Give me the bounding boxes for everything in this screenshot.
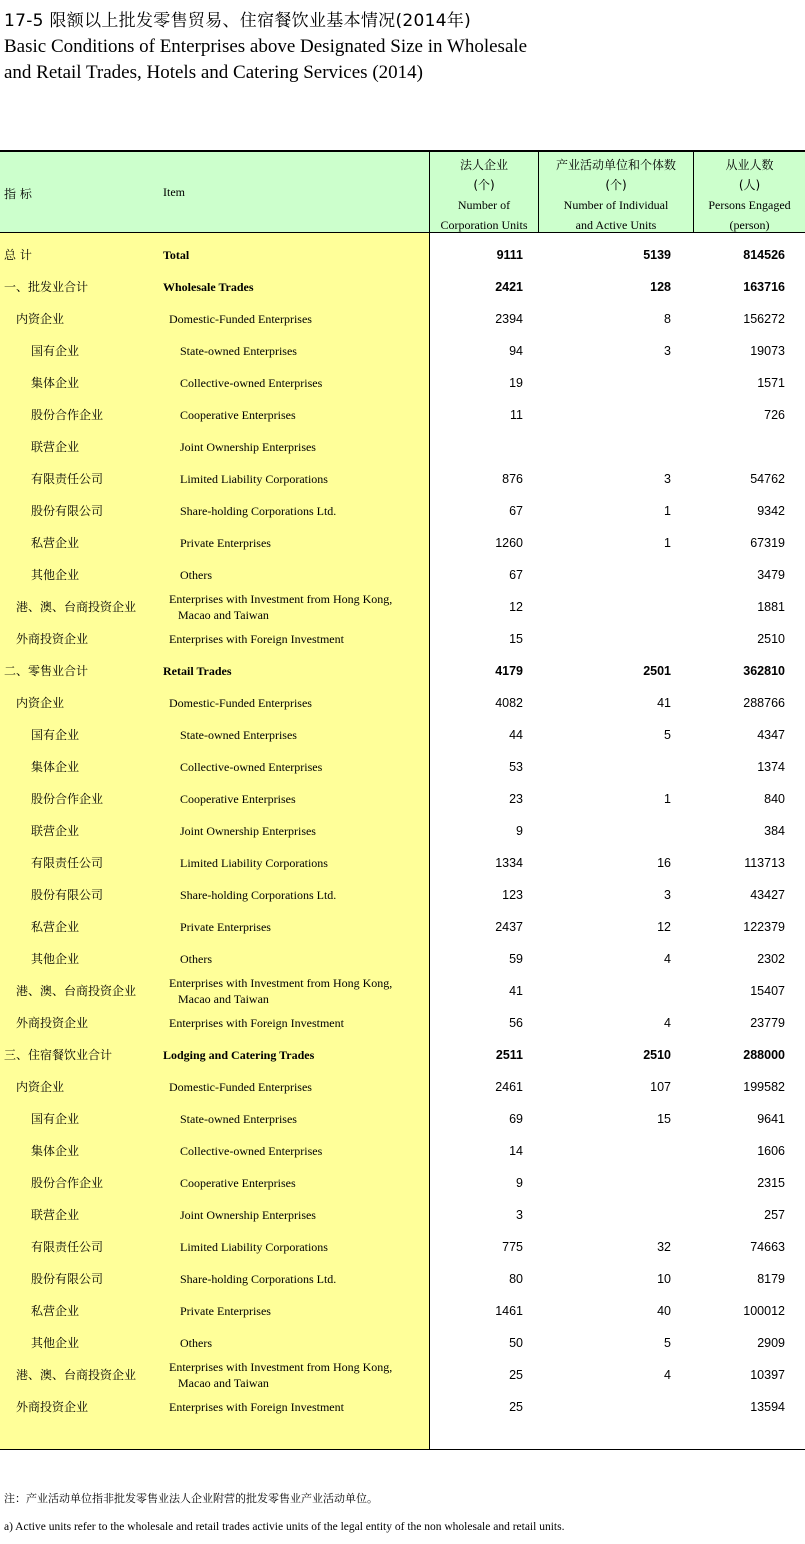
row-label-cn: 有限责任公司 (31, 472, 104, 486)
header-item-cn: 指 标 (4, 187, 32, 201)
table-row (0, 911, 805, 943)
corporation-units-value: 123 (502, 888, 523, 902)
corporation-units-value: 876 (502, 472, 523, 486)
row-label-en: Domestic-Funded Enterprises (169, 1080, 312, 1094)
row-label-cn: 外商投资企业 (16, 1400, 89, 1414)
table-row (0, 1231, 805, 1263)
table-row (0, 815, 805, 847)
table-row (0, 303, 805, 335)
col2-cn: 产业活动单位和个体数 (555, 158, 676, 172)
row-label-en: Others (180, 952, 212, 966)
individual-active-units-value: 15 (657, 1112, 671, 1126)
table-row (0, 1135, 805, 1167)
row-label-cn: 国有企业 (31, 728, 80, 742)
persons-engaged-value: 257 (764, 1208, 785, 1222)
persons-engaged-value: 199582 (743, 1080, 785, 1094)
corporation-units-value: 4082 (495, 696, 523, 710)
table-row (0, 271, 805, 303)
corporation-units-value: 67 (509, 504, 523, 518)
row-label-en: Enterprises with Investment from Hong Kong, (169, 976, 393, 990)
col1-en1: Number of (457, 198, 511, 212)
row-label-cn: 港、澳、台商投资企业 (16, 1368, 137, 1382)
corporation-units-value: 69 (509, 1112, 523, 1126)
row-label-cn: 集体企业 (31, 376, 80, 390)
persons-engaged-value: 2510 (757, 632, 785, 646)
persons-engaged-value: 122379 (743, 920, 785, 934)
row-label-cn: 三、住宿餐饮业合计 (4, 1048, 113, 1062)
persons-engaged-value: 9641 (757, 1112, 785, 1126)
individual-active-units-value: 40 (657, 1304, 671, 1318)
individual-active-units-value: 8 (664, 312, 671, 326)
corporation-units-value: 2394 (495, 312, 523, 326)
persons-engaged-value: 74663 (750, 1240, 785, 1254)
col2-unit: (个) (605, 178, 627, 192)
table-row (0, 847, 805, 879)
row-label-cn: 联营企业 (31, 440, 80, 454)
row-label-en: State-owned Enterprises (180, 1112, 297, 1126)
table-row (0, 1071, 805, 1103)
persons-engaged-value: 10397 (750, 1368, 785, 1382)
persons-engaged-value: 15407 (750, 984, 785, 998)
persons-engaged-value: 113713 (744, 856, 785, 870)
persons-engaged-value: 9342 (757, 504, 785, 518)
row-label-en: Enterprises with Foreign Investment (169, 632, 344, 646)
row-label-en: Collective-owned Enterprises (180, 760, 323, 774)
row-label-cn: 国有企业 (31, 1112, 80, 1126)
table-row (0, 559, 805, 591)
table-row (0, 1327, 805, 1359)
row-label-en: Collective-owned Enterprises (180, 376, 323, 390)
row-label-cn: 港、澳、台商投资企业 (16, 600, 137, 614)
header-item-en: Item (163, 185, 185, 199)
table-row (0, 1263, 805, 1295)
row-label-en: Limited Liability Corporations (180, 472, 328, 486)
row-label-cn: 联营企业 (31, 824, 80, 838)
table-row (0, 335, 805, 367)
header-col-corporation-units (429, 152, 538, 232)
corporation-units-value: 2461 (495, 1080, 523, 1094)
row-label-en: Domestic-Funded Enterprises (169, 312, 312, 326)
persons-engaged-value: 840 (764, 792, 785, 806)
table-body (0, 233, 805, 1450)
row-label-en: Private Enterprises (180, 920, 271, 934)
persons-engaged-value: 2909 (757, 1336, 785, 1350)
table-title-en-line2: and Retail Trades, Hotels and Catering Services (2014) (4, 62, 423, 83)
table-row (0, 655, 805, 687)
footnote-en: a) Active units refer to the wholesale and retail trades activie units of the legal entity of the non wholesale and retail units. (4, 1521, 565, 1533)
row-label-en: Lodging and Catering Trades (163, 1048, 315, 1062)
table-row (0, 1007, 805, 1039)
row-label-cn: 私营企业 (31, 1304, 80, 1318)
persons-engaged-value: 1606 (757, 1144, 785, 1158)
corporation-units-value: 19 (509, 376, 523, 390)
persons-engaged-value: 288000 (743, 1048, 785, 1062)
individual-active-units-value: 2501 (643, 664, 671, 678)
row-label-en: Share-holding Corporations Ltd. (180, 888, 337, 902)
row-label-en: Private Enterprises (180, 1304, 271, 1318)
table-row (0, 431, 805, 463)
table-row (0, 399, 805, 431)
persons-engaged-value: 156272 (743, 312, 785, 326)
col3-en1: Persons Engaged (708, 198, 791, 212)
table-header (0, 150, 805, 233)
table-row (0, 495, 805, 527)
persons-engaged-value: 43427 (750, 888, 785, 902)
row-label-cn: 联营企业 (31, 1208, 80, 1222)
corporation-units-value: 775 (502, 1240, 523, 1254)
corporation-units-value: 1260 (495, 536, 523, 550)
row-label-cn: 一、批发业合计 (4, 280, 89, 294)
corporation-units-value: 12 (509, 600, 523, 614)
individual-active-units-value: 41 (657, 696, 671, 710)
corporation-units-value: 44 (509, 728, 523, 742)
corporation-units-value: 23 (509, 792, 523, 806)
individual-active-units-value: 32 (657, 1240, 671, 1254)
corporation-units-value: 80 (509, 1272, 523, 1286)
table-title-cn: 17-5 限额以上批发零售贸易、住宿餐饮业基本情况(2014年) (4, 11, 472, 31)
row-label-en: Joint Ownership Enterprises (180, 1208, 316, 1222)
corporation-units-value: 15 (509, 632, 523, 646)
corporation-units-value: 3 (516, 1208, 523, 1222)
row-label-cn: 集体企业 (31, 760, 80, 774)
row-label-cn: 内资企业 (16, 696, 65, 710)
row-label-en: Private Enterprises (180, 536, 271, 550)
row-label-cn: 内资企业 (16, 1080, 65, 1094)
individual-active-units-value: 12 (657, 920, 671, 934)
row-label-en: Retail Trades (163, 664, 232, 678)
corporation-units-value: 53 (509, 760, 523, 774)
row-label-en: Share-holding Corporations Ltd. (180, 504, 337, 518)
corporation-units-value: 1334 (495, 856, 523, 870)
table-row (0, 783, 805, 815)
header-col-persons-engaged (693, 152, 805, 232)
row-label-en: Share-holding Corporations Ltd. (180, 1272, 337, 1286)
persons-engaged-value: 163716 (743, 280, 785, 294)
individual-active-units-value: 5139 (643, 248, 671, 262)
col3-en2: (person) (729, 218, 770, 232)
header-col-individual-active-units (538, 152, 693, 232)
col2-en2: and Active Units (575, 218, 657, 232)
row-label-en: Collective-owned Enterprises (180, 1144, 323, 1158)
row-label-cn: 股份有限公司 (31, 888, 104, 902)
individual-active-units-value: 4 (664, 952, 671, 966)
row-label-en: Joint Ownership Enterprises (180, 440, 316, 454)
row-label-en: Limited Liability Corporations (180, 856, 328, 870)
table-row (0, 1039, 805, 1071)
row-label-en: Cooperative Enterprises (180, 792, 296, 806)
table-row (0, 1295, 805, 1327)
individual-active-units-value: 128 (650, 280, 671, 294)
individual-active-units-value: 4 (664, 1368, 671, 1382)
table-row (0, 751, 805, 783)
footnote-cn: 注：产业活动单位指非批发零售业法人企业附营的批发零售业产业活动单位。 (4, 1492, 378, 1505)
corporation-units-value: 9 (516, 1176, 523, 1190)
row-label-en: Enterprises with Investment from Hong Kong, (169, 1360, 393, 1374)
persons-engaged-value: 288766 (743, 696, 785, 710)
corporation-units-value: 56 (509, 1016, 523, 1030)
corporation-units-value: 1461 (495, 1304, 523, 1318)
row-label-cn: 外商投资企业 (16, 632, 89, 646)
table-row (0, 367, 805, 399)
persons-engaged-value: 13594 (750, 1400, 785, 1414)
row-label-en: Enterprises with Foreign Investment (169, 1016, 344, 1030)
corporation-units-value: 41 (509, 984, 523, 998)
row-label-en-cont: Macao and Taiwan (178, 992, 269, 1006)
row-label-cn: 股份合作企业 (31, 408, 104, 422)
table-row (0, 527, 805, 559)
table-row (0, 943, 805, 975)
corporation-units-value: 11 (510, 408, 523, 422)
persons-engaged-value: 8179 (757, 1272, 785, 1286)
row-label-en: State-owned Enterprises (180, 728, 297, 742)
persons-engaged-value: 814526 (743, 248, 785, 262)
individual-active-units-value: 107 (650, 1080, 671, 1094)
table-row (0, 879, 805, 911)
table-row (0, 1167, 805, 1199)
table-row (0, 463, 805, 495)
corporation-units-value: 94 (509, 344, 523, 358)
row-label-en: Total (163, 248, 190, 262)
row-label-en: Cooperative Enterprises (180, 408, 296, 422)
table-row (0, 1199, 805, 1231)
col2-en1: Number of Individual (563, 198, 669, 212)
individual-active-units-value: 3 (664, 888, 671, 902)
corporation-units-value: 2511 (495, 1048, 523, 1062)
corporation-units-value: 25 (509, 1368, 523, 1382)
row-label-cn: 股份合作企业 (31, 792, 104, 806)
persons-engaged-value: 3479 (757, 568, 785, 582)
individual-active-units-value: 5 (664, 1336, 671, 1350)
table-row (0, 1359, 805, 1391)
table-row (0, 591, 805, 623)
statistics-table (0, 150, 805, 1450)
row-label-cn: 二、零售业合计 (4, 664, 89, 678)
persons-engaged-value: 2302 (757, 952, 785, 966)
table-row (0, 1391, 805, 1423)
individual-active-units-value: 1 (664, 536, 671, 550)
col3-cn: 从业人数 (725, 158, 774, 172)
individual-active-units-value: 1 (664, 504, 671, 518)
individual-active-units-value: 5 (664, 728, 671, 742)
persons-engaged-value: 384 (764, 824, 785, 838)
row-label-en-cont: Macao and Taiwan (178, 1376, 269, 1390)
corporation-units-value: 9 (516, 824, 523, 838)
persons-engaged-value: 4347 (757, 728, 785, 742)
row-label-cn: 私营企业 (31, 920, 80, 934)
table-title-en-line1: Basic Conditions of Enterprises above Designated Size in Wholesale (4, 36, 528, 57)
row-label-cn: 股份合作企业 (31, 1176, 104, 1190)
row-label-en: Wholesale Trades (163, 280, 254, 294)
row-label-en: State-owned Enterprises (180, 344, 297, 358)
row-label-cn: 股份有限公司 (31, 504, 104, 518)
row-label-en-cont: Macao and Taiwan (178, 608, 269, 622)
row-label-cn: 其他企业 (31, 568, 80, 582)
individual-active-units-value: 4 (664, 1016, 671, 1030)
row-label-en: Others (180, 568, 212, 582)
row-label-cn: 其他企业 (31, 1336, 80, 1350)
row-label-en: Cooperative Enterprises (180, 1176, 296, 1190)
persons-engaged-value: 100012 (743, 1304, 785, 1318)
persons-engaged-value: 67319 (750, 536, 785, 550)
corporation-units-value: 67 (509, 568, 523, 582)
row-label-cn: 其他企业 (31, 952, 80, 966)
persons-engaged-value: 726 (764, 408, 785, 422)
corporation-units-value: 59 (509, 952, 523, 966)
corporation-units-value: 25 (509, 1400, 523, 1414)
individual-active-units-value: 3 (664, 472, 671, 486)
individual-active-units-value: 1 (664, 792, 671, 806)
individual-active-units-value: 3 (664, 344, 671, 358)
corporation-units-value: 4179 (495, 664, 523, 678)
table-row (0, 239, 805, 271)
col1-cn: 法人企业 (459, 158, 508, 172)
individual-active-units-value: 2510 (643, 1048, 671, 1062)
col1-en2: Corporation Units (440, 218, 528, 232)
row-label-cn: 国有企业 (31, 344, 80, 358)
persons-engaged-value: 362810 (743, 664, 785, 678)
row-label-en: Enterprises with Investment from Hong Kong, (169, 592, 393, 606)
row-label-en: Others (180, 1336, 212, 1350)
corporation-units-value: 2437 (495, 920, 523, 934)
row-label-cn: 外商投资企业 (16, 1016, 89, 1030)
table-row (0, 719, 805, 751)
col3-unit: (人) (738, 178, 761, 192)
persons-engaged-value: 1571 (757, 376, 785, 390)
row-label-en: Limited Liability Corporations (180, 1240, 328, 1254)
row-label-cn: 股份有限公司 (31, 1272, 104, 1286)
row-label-cn: 集体企业 (31, 1144, 80, 1158)
persons-engaged-value: 2315 (757, 1176, 785, 1190)
row-label-cn: 总 计 (4, 248, 32, 262)
table-row (0, 1103, 805, 1135)
corporation-units-value: 50 (509, 1336, 523, 1350)
col1-unit: (个) (473, 178, 495, 192)
row-label-cn: 私营企业 (31, 536, 80, 550)
row-label-cn: 港、澳、台商投资企业 (16, 984, 137, 998)
individual-active-units-value: 16 (657, 856, 671, 870)
table-row (0, 975, 805, 1007)
persons-engaged-value: 54762 (750, 472, 785, 486)
corporation-units-value: 14 (509, 1144, 523, 1158)
row-label-en: Domestic-Funded Enterprises (169, 696, 312, 710)
table-row (0, 687, 805, 719)
persons-engaged-value: 1881 (757, 600, 785, 614)
persons-engaged-value: 23779 (750, 1016, 785, 1030)
corporation-units-value: 9111 (496, 248, 523, 262)
row-label-cn: 内资企业 (16, 312, 65, 326)
persons-engaged-value: 19073 (750, 344, 785, 358)
individual-active-units-value: 10 (657, 1272, 671, 1286)
row-label-en: Enterprises with Foreign Investment (169, 1400, 344, 1414)
persons-engaged-value: 1374 (757, 760, 785, 774)
table-row (0, 623, 805, 655)
corporation-units-value: 2421 (495, 280, 523, 294)
row-label-cn: 有限责任公司 (31, 856, 104, 870)
row-label-cn: 有限责任公司 (31, 1240, 104, 1254)
row-label-en: Joint Ownership Enterprises (180, 824, 316, 838)
